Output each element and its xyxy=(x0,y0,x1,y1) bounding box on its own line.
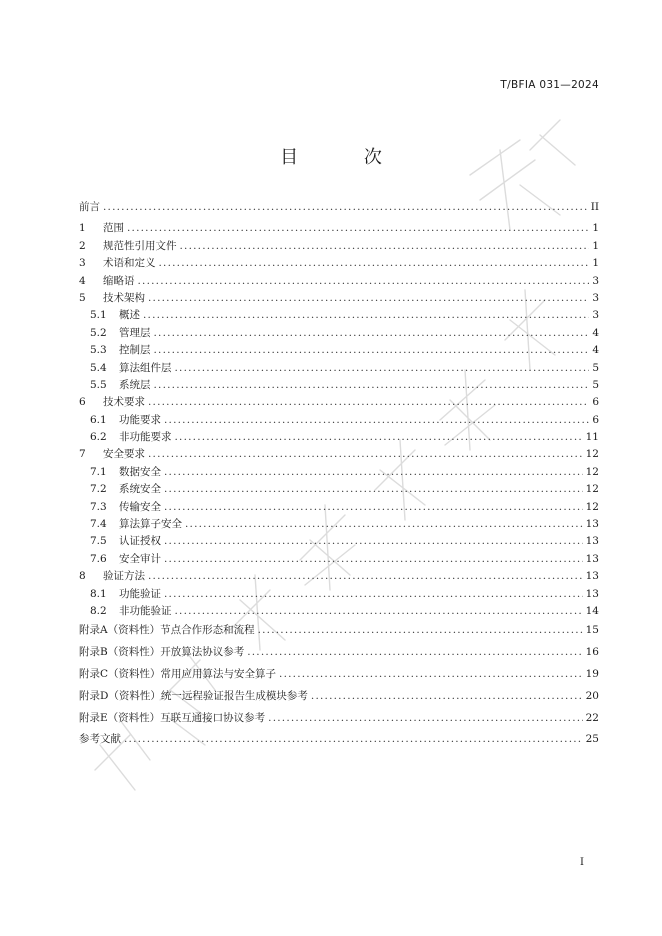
toc-leader xyxy=(258,620,583,642)
toc-number: 6 xyxy=(79,396,86,409)
toc-number: 5 xyxy=(79,291,86,304)
toc-page: II xyxy=(590,201,599,213)
toc-entry[interactable] xyxy=(79,412,599,429)
toc-label: 缩略语 xyxy=(103,274,135,287)
toc-entry-preface[interactable] xyxy=(79,199,599,216)
toc-number: 4 xyxy=(79,274,86,287)
toc-entry[interactable] xyxy=(79,481,599,498)
toc-entry[interactable] xyxy=(79,377,599,394)
toc-label: 系统层 xyxy=(119,378,151,391)
toc-leader xyxy=(154,325,590,342)
toc-entry-references[interactable] xyxy=(79,729,599,751)
toc-entry-appendix[interactable] xyxy=(79,708,599,730)
page-number: I xyxy=(580,857,584,868)
toc-page: 3 xyxy=(592,291,599,304)
toc-number: 6.1 xyxy=(90,413,107,426)
toc-label: 管理层 xyxy=(119,326,151,339)
toc-page: 5 xyxy=(592,361,599,374)
toc-label: 附录C（资料性）常用应用算法与安全算子 xyxy=(79,667,277,680)
toc-entry[interactable] xyxy=(79,238,599,255)
toc-label: 附录E（资料性）互联互通接口协议参考 xyxy=(79,711,266,724)
toc-entry[interactable] xyxy=(79,220,599,237)
toc-leader xyxy=(164,586,583,603)
toc-leader xyxy=(159,255,590,272)
toc-leader xyxy=(148,446,583,463)
toc-leader xyxy=(279,664,583,686)
toc-number: 7.4 xyxy=(90,518,107,531)
toc-entry-appendix[interactable] xyxy=(79,664,599,686)
toc-entry[interactable] xyxy=(79,603,599,620)
toc-entry[interactable] xyxy=(79,394,599,411)
toc-label: 规范性引用文件 xyxy=(103,239,177,252)
toc-leader xyxy=(148,394,589,411)
toc-entry[interactable] xyxy=(79,586,599,603)
toc-page: 13 xyxy=(585,570,599,583)
toc-label: 数据安全 xyxy=(119,465,161,478)
toc-number: 7.2 xyxy=(90,483,107,496)
toc-leader xyxy=(247,642,582,664)
toc-label: 参考文献 xyxy=(79,733,121,746)
toc-leader xyxy=(180,238,590,255)
toc-label: 概述 xyxy=(119,309,140,322)
toc-page: 13 xyxy=(585,518,599,531)
toc-label: 非功能要求 xyxy=(119,431,172,444)
toc-entry[interactable] xyxy=(79,325,599,342)
toc-label: 功能验证 xyxy=(119,587,161,600)
toc-number: 7.1 xyxy=(90,465,107,478)
toc-number: 7.3 xyxy=(90,500,107,513)
page-title: 目 次 xyxy=(280,147,412,168)
toc-page: 22 xyxy=(585,711,599,724)
toc-label: 范围 xyxy=(103,222,124,235)
toc-number: 5.3 xyxy=(90,344,107,357)
toc-number: 7.5 xyxy=(90,535,107,548)
toc-number: 7 xyxy=(79,448,86,461)
toc-leader xyxy=(164,464,583,481)
toc-leader xyxy=(175,360,590,377)
toc-number: 8 xyxy=(79,570,86,583)
toc-number: 2 xyxy=(79,239,86,252)
toc-entry[interactable] xyxy=(79,307,599,324)
toc-entry[interactable] xyxy=(79,290,599,307)
toc-page: 11 xyxy=(585,431,599,444)
toc-page: 1 xyxy=(592,222,599,235)
toc-leader xyxy=(164,551,583,568)
toc-number: 5.4 xyxy=(90,361,107,374)
toc-page: 12 xyxy=(585,500,599,513)
toc-page: 12 xyxy=(585,465,599,478)
toc-leader xyxy=(148,568,583,585)
toc-label: 控制层 xyxy=(119,344,151,357)
toc-leader xyxy=(164,412,589,429)
toc-leader xyxy=(185,516,583,533)
toc-label: 前言 xyxy=(79,201,100,213)
toc-entry[interactable] xyxy=(79,360,599,377)
toc-entry-appendix[interactable] xyxy=(79,642,599,664)
toc-page: 4 xyxy=(592,326,599,339)
toc-entry[interactable] xyxy=(79,551,599,568)
toc-leader xyxy=(311,686,583,708)
toc-entry[interactable] xyxy=(79,533,599,550)
toc-page: 13 xyxy=(585,535,599,548)
toc-leader xyxy=(143,307,589,324)
toc-number: 6.2 xyxy=(90,431,107,444)
toc-page: 12 xyxy=(585,483,599,496)
toc-page: 6 xyxy=(592,396,599,409)
toc-label: 系统安全 xyxy=(119,483,161,496)
toc-label: 术语和定义 xyxy=(103,257,156,270)
toc-page: 14 xyxy=(585,604,599,617)
toc-entry-appendix[interactable] xyxy=(79,620,599,642)
toc-entry[interactable] xyxy=(79,446,599,463)
toc-page: 12 xyxy=(585,448,599,461)
toc-label: 验证方法 xyxy=(103,570,145,583)
toc-page: 13 xyxy=(585,587,599,600)
toc-entry[interactable] xyxy=(79,255,599,272)
toc-page: 20 xyxy=(585,689,599,702)
toc-leader xyxy=(154,342,590,359)
toc-page: 13 xyxy=(585,552,599,565)
toc-label: 附录D（资料性）统一远程验证报告生成模块参考 xyxy=(79,689,308,702)
toc-label: 安全要求 xyxy=(103,448,145,461)
toc-leader xyxy=(124,729,583,751)
toc-leader xyxy=(175,603,583,620)
toc-number: 3 xyxy=(79,257,86,270)
toc-entry[interactable] xyxy=(79,464,599,481)
toc-label: 传输安全 xyxy=(119,500,161,513)
toc-entry[interactable] xyxy=(79,516,599,533)
toc-page: 19 xyxy=(585,667,599,680)
toc-label: 附录B（资料性）开放算法协议参考 xyxy=(79,646,245,659)
toc-entry[interactable] xyxy=(79,499,599,516)
toc-number: 7.6 xyxy=(90,552,107,565)
toc-leader xyxy=(127,220,589,237)
toc-page: 3 xyxy=(592,274,599,287)
toc-label: 附录A（资料性）节点合作形态和流程 xyxy=(79,624,255,637)
toc-label: 技术架构 xyxy=(103,291,145,304)
toc-entry[interactable] xyxy=(79,568,599,585)
toc-leader xyxy=(148,290,589,307)
toc-label: 安全审计 xyxy=(119,552,161,565)
toc-number: 1 xyxy=(79,222,86,235)
table-of-contents xyxy=(79,199,599,751)
toc-label: 非功能验证 xyxy=(119,604,172,617)
toc-leader xyxy=(164,533,583,550)
toc-label: 技术要求 xyxy=(103,396,145,409)
toc-leader xyxy=(164,481,583,498)
toc-number: 8.2 xyxy=(90,604,107,617)
toc-leader xyxy=(175,429,583,446)
toc-entry[interactable] xyxy=(79,429,599,446)
toc-page: 6 xyxy=(592,413,599,426)
toc-label: 算法算子安全 xyxy=(119,518,182,531)
toc-entry[interactable] xyxy=(79,342,599,359)
toc-label: 认证授权 xyxy=(119,535,161,548)
toc-number: 5.1 xyxy=(90,309,107,322)
toc-number: 5.2 xyxy=(90,326,107,339)
toc-entry-appendix[interactable] xyxy=(79,686,599,708)
toc-leader xyxy=(154,377,590,394)
toc-leader xyxy=(103,199,588,216)
toc-page: 25 xyxy=(585,733,599,746)
toc-leader xyxy=(164,499,583,516)
toc-page: 3 xyxy=(592,309,599,322)
toc-page: 1 xyxy=(592,257,599,270)
toc-leader xyxy=(268,708,582,730)
toc-page: 1 xyxy=(592,239,599,252)
toc-page: 5 xyxy=(592,378,599,391)
toc-page: 4 xyxy=(592,344,599,357)
toc-leader xyxy=(138,273,590,290)
toc-number: 8.1 xyxy=(90,587,107,600)
toc-number: 5.5 xyxy=(90,378,107,391)
toc-page: 15 xyxy=(585,624,599,637)
document-code: T/BFIA 031—2024 xyxy=(500,79,599,91)
toc-entry[interactable] xyxy=(79,273,599,290)
toc-label: 算法组件层 xyxy=(119,361,172,374)
toc-page: 16 xyxy=(585,646,599,659)
toc-label: 功能要求 xyxy=(119,413,161,426)
